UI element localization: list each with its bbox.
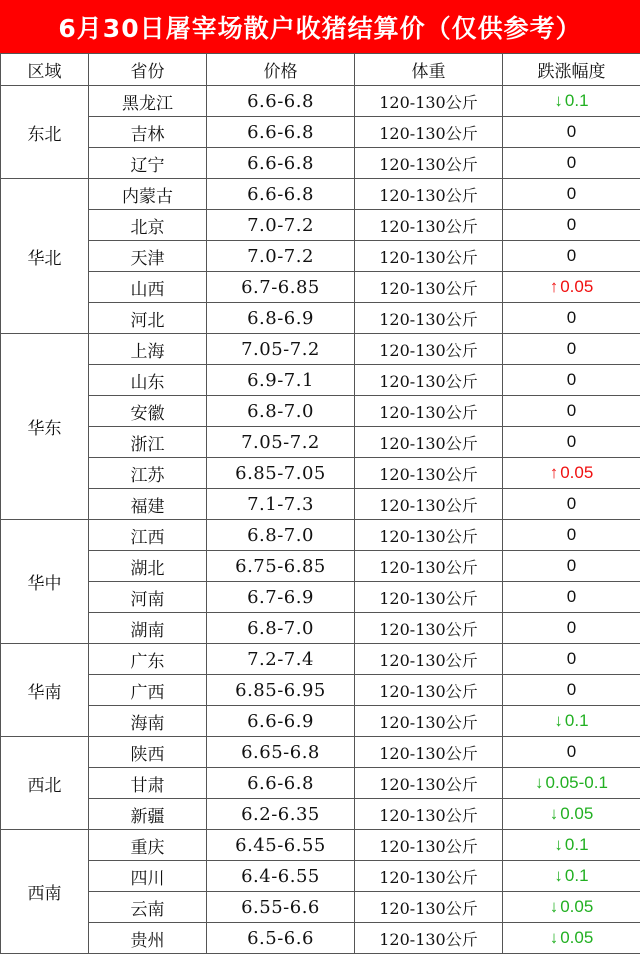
price-cell: 7.05-7.2 [207,427,355,458]
province-cell: 云南 [89,892,207,923]
price-table [0,53,640,954]
province-cell: 天津 [89,241,207,272]
table-row [1,582,640,613]
change-cell [503,830,640,861]
change-cell [503,489,640,520]
weight-cell: 120-130公斤 [355,334,503,365]
change-value: 0 [566,246,577,265]
table-row [1,706,640,737]
region-cell: 东北 [1,86,89,179]
change-cell [503,675,640,706]
table-row [1,210,640,241]
change-cell [503,923,640,954]
weight-cell: 120-130公斤 [355,241,503,272]
price-cell: 6.9-7.1 [207,365,355,396]
price-cell: 6.8-7.0 [207,520,355,551]
price-cell: 6.6-6.8 [207,179,355,210]
change-cell [503,582,640,613]
change-cell [503,241,640,272]
province-cell: 山东 [89,365,207,396]
price-cell: 6.5-6.6 [207,923,355,954]
province-cell: 广西 [89,675,207,706]
region-cell: 华北 [1,179,89,334]
arrow-down-icon: ↓ [554,835,563,854]
change-cell [503,551,640,582]
weight-cell: 120-130公斤 [355,396,503,427]
change-cell [503,427,640,458]
price-cell: 6.6-6.8 [207,86,355,117]
weight-cell: 120-130公斤 [355,768,503,799]
table-row [1,675,640,706]
province-cell: 贵州 [89,923,207,954]
arrow-down-icon: ↓ [554,711,563,730]
province-cell: 浙江 [89,427,207,458]
province-cell: 陕西 [89,737,207,768]
table-row [1,551,640,582]
weight-cell: 120-130公斤 [355,737,503,768]
weight-cell: 120-130公斤 [355,861,503,892]
arrow-down-icon: ↓ [554,866,563,885]
table-row [1,396,640,427]
change-value: 0 [566,742,577,761]
province-cell: 内蒙古 [89,179,207,210]
province-cell: 北京 [89,210,207,241]
table-row [1,830,640,861]
table-row [1,117,640,148]
price-table-container [0,53,640,957]
change-value: 0 [566,432,577,451]
province-cell: 河南 [89,582,207,613]
price-cell: 6.75-6.85 [207,551,355,582]
change-cell [503,892,640,923]
province-cell: 湖北 [89,551,207,582]
price-cell: 6.6-6.8 [207,117,355,148]
price-cell: 6.45-6.55 [207,830,355,861]
weight-cell: 120-130公斤 [355,427,503,458]
change-value: 0 [566,494,577,513]
weight-cell: 120-130公斤 [355,365,503,396]
change-cell [503,799,640,830]
change-value: 0 [566,122,577,141]
header-row [1,54,640,86]
change-cell [503,272,640,303]
weight-cell: 120-130公斤 [355,489,503,520]
change-cell [503,458,640,489]
change-cell [503,768,640,799]
price-cell: 6.2-6.35 [207,799,355,830]
change-value: 0 [566,618,577,637]
weight-cell: 120-130公斤 [355,551,503,582]
change-cell [503,210,640,241]
weight-cell: 120-130公斤 [355,210,503,241]
table-row [1,86,640,117]
price-cell: 6.6-6.8 [207,148,355,179]
price-cell: 6.6-6.9 [207,706,355,737]
price-cell: 6.55-6.6 [207,892,355,923]
province-cell: 新疆 [89,799,207,830]
change-value: 0.05 [560,804,594,823]
weight-cell: 120-130公斤 [355,179,503,210]
change-cell [503,737,640,768]
weight-cell: 120-130公斤 [355,892,503,923]
change-value: 0 [566,339,577,358]
change-value: 0.05 [560,928,594,947]
change-cell [503,520,640,551]
price-cell: 6.7-6.85 [207,272,355,303]
arrow-up-icon: ↑ [549,463,559,482]
change-value: 0 [566,308,577,327]
weight-cell: 120-130公斤 [355,613,503,644]
region-cell: 华东 [1,334,89,520]
table-row [1,303,640,334]
change-cell [503,303,640,334]
province-cell: 福建 [89,489,207,520]
table-row [1,272,640,303]
weight-cell: 120-130公斤 [355,458,503,489]
weight-cell: 120-130公斤 [355,148,503,179]
price-cell: 7.0-7.2 [207,241,355,272]
change-cell [503,148,640,179]
table-row [1,241,640,272]
change-value: 0 [566,556,577,575]
price-cell: 6.85-6.95 [207,675,355,706]
price-cell: 6.4-6.55 [207,861,355,892]
header-price: 价格 [207,54,355,86]
change-cell [503,861,640,892]
change-cell [503,334,640,365]
province-cell: 山西 [89,272,207,303]
change-cell [503,365,640,396]
change-cell [503,706,640,737]
weight-cell: 120-130公斤 [355,582,503,613]
province-cell: 江苏 [89,458,207,489]
table-row [1,458,640,489]
table-row [1,148,640,179]
region-cell: 华南 [1,644,89,737]
change-value: 0 [566,525,577,544]
change-cell [503,644,640,675]
weight-cell: 120-130公斤 [355,799,503,830]
province-cell: 湖南 [89,613,207,644]
arrow-down-icon: ↓ [554,91,563,110]
header-province: 省份 [89,54,207,86]
change-cell [503,179,640,210]
province-cell: 辽宁 [89,148,207,179]
change-value: 0 [566,587,577,606]
price-cell: 7.1-7.3 [207,489,355,520]
weight-cell: 120-130公斤 [355,520,503,551]
weight-cell: 120-130公斤 [355,923,503,954]
arrow-down-icon: ↓ [549,804,559,823]
arrow-down-icon: ↓ [535,773,544,792]
weight-cell: 120-130公斤 [355,117,503,148]
region-cell: 西北 [1,737,89,830]
change-cell [503,117,640,148]
change-value: 0 [566,184,577,203]
change-value: 0 [566,401,577,420]
province-cell: 四川 [89,861,207,892]
table-row [1,427,640,458]
price-cell: 6.8-7.0 [207,396,355,427]
weight-cell: 120-130公斤 [355,303,503,334]
change-value: 0.1 [564,711,589,730]
page-title: 6月30日屠宰场散户收猪结算价（仅供参考） [0,0,640,53]
change-value: 0.1 [564,835,589,854]
province-cell: 河北 [89,303,207,334]
weight-cell: 120-130公斤 [355,675,503,706]
table-row [1,861,640,892]
arrow-down-icon: ↓ [549,928,559,947]
table-row [1,613,640,644]
table-row [1,768,640,799]
price-cell: 7.0-7.2 [207,210,355,241]
change-value: 0.1 [564,91,589,110]
change-value: 0 [566,370,577,389]
change-cell [503,396,640,427]
change-value: 0.05 [560,463,594,482]
weight-cell: 120-130公斤 [355,830,503,861]
table-body [1,86,640,954]
price-cell: 7.05-7.2 [207,334,355,365]
change-value: 0 [566,153,577,172]
price-cell: 6.7-6.9 [207,582,355,613]
arrow-up-icon: ↑ [549,277,559,296]
weight-cell: 120-130公斤 [355,86,503,117]
price-cell: 6.8-7.0 [207,613,355,644]
change-value: 0.05 [560,897,594,916]
table-row [1,737,640,768]
province-cell: 海南 [89,706,207,737]
table-row [1,365,640,396]
arrow-down-icon: ↓ [549,897,559,916]
table-row [1,489,640,520]
province-cell: 上海 [89,334,207,365]
table-row [1,179,640,210]
change-cell [503,613,640,644]
price-cell: 6.65-6.8 [207,737,355,768]
price-cell: 6.85-7.05 [207,458,355,489]
header-region: 区域 [1,54,89,86]
province-cell: 甘肃 [89,768,207,799]
table-row [1,799,640,830]
region-cell: 华中 [1,520,89,644]
change-value: 0.05 [560,277,594,296]
change-cell [503,86,640,117]
change-value: 0 [566,215,577,234]
table-row [1,520,640,551]
change-value: 0.1 [564,866,589,885]
header-weight: 体重 [355,54,503,86]
province-cell: 黑龙江 [89,86,207,117]
price-cell: 6.6-6.8 [207,768,355,799]
table-row [1,923,640,954]
region-cell: 西南 [1,830,89,954]
header-change: 跌涨幅度 [503,54,640,86]
change-value: 0.05-0.1 [545,773,608,792]
price-cell: 7.2-7.4 [207,644,355,675]
province-cell: 安徽 [89,396,207,427]
weight-cell: 120-130公斤 [355,644,503,675]
change-value: 0 [566,649,577,668]
change-value: 0 [566,680,577,699]
province-cell: 广东 [89,644,207,675]
table-row [1,334,640,365]
province-cell: 吉林 [89,117,207,148]
province-cell: 重庆 [89,830,207,861]
table-row [1,644,640,675]
table-row [1,892,640,923]
weight-cell: 120-130公斤 [355,272,503,303]
price-cell: 6.8-6.9 [207,303,355,334]
weight-cell: 120-130公斤 [355,706,503,737]
province-cell: 江西 [89,520,207,551]
